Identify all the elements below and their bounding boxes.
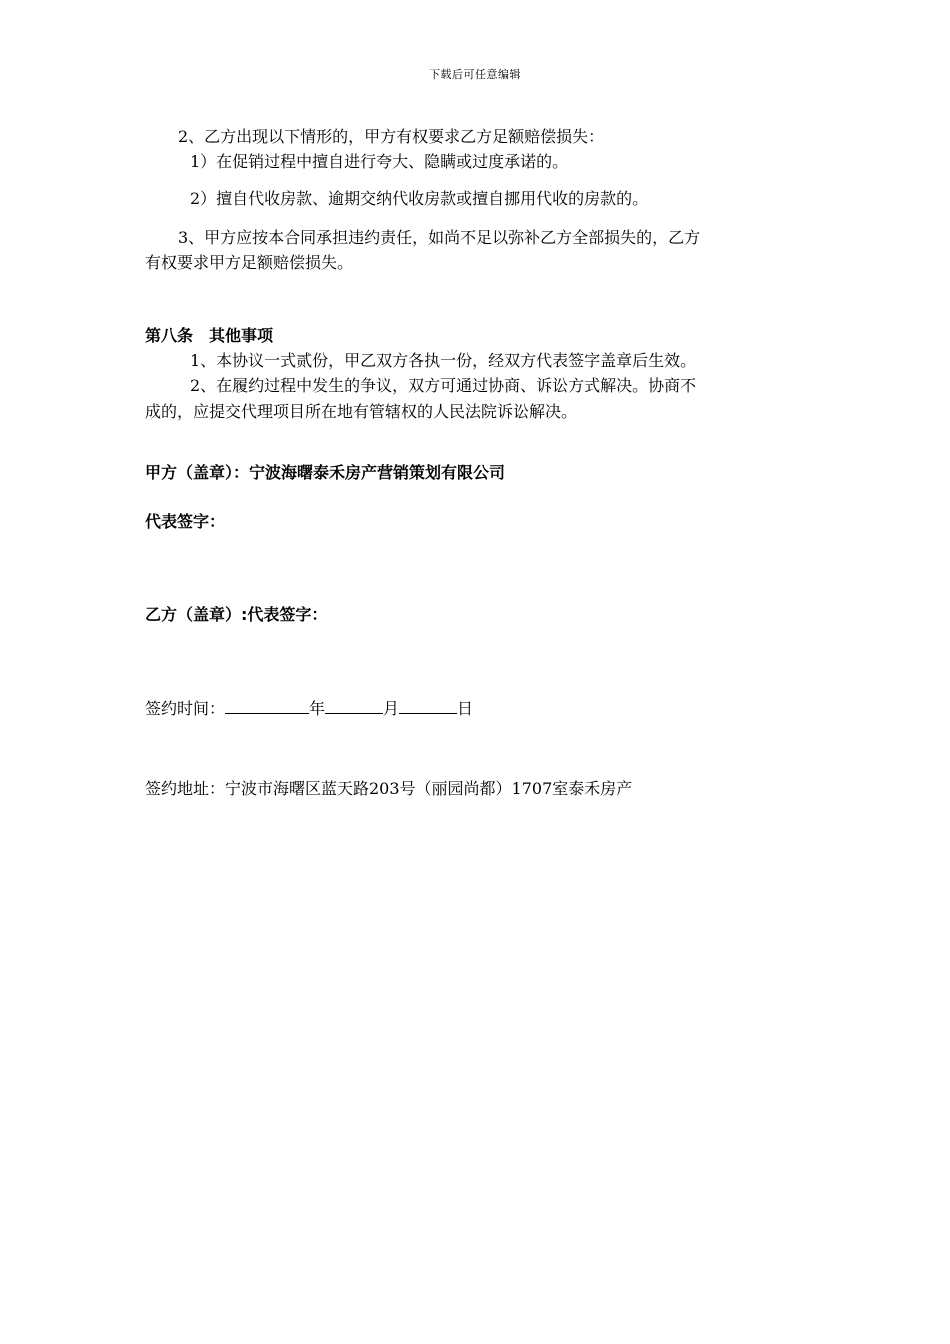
day-blank[interactable] — [399, 696, 457, 714]
clause8-title: 第八条 其他事项 — [145, 326, 274, 345]
month-label: 月 — [383, 699, 400, 718]
clause7-item3-line2: 有权要求甲方足额赔偿损失。 — [145, 253, 354, 272]
clause8-item2-line2: 成的，应提交代理项目所在地有管辖权的人民法院诉讼解决。 — [145, 402, 578, 421]
year-label: 年 — [309, 699, 326, 718]
party-b-seal: 乙方（盖章）:代表签字： — [145, 605, 328, 624]
signing-address: 签约地址：宁波市海曙区蓝天路203号（丽园尚都）1707室泰禾房产 — [145, 779, 633, 798]
clause8-item2-line1: 2、在履约过程中发生的争议，双方可通过协商、诉讼方式解决。协商不 — [190, 376, 697, 395]
clause7-item2-2: 2）擅自代收房款、逾期交纳代收房款或擅自挪用代收的房款的。 — [190, 189, 649, 208]
signing-time-label: 签约时间： — [145, 699, 226, 718]
clause7-item2: 2、乙方出现以下情形的，甲方有权要求乙方足额赔偿损失： — [178, 127, 605, 146]
header-note: 下载后可任意编辑 — [429, 68, 521, 81]
clause7-item3-line1: 3、甲方应按本合同承担违约责任，如尚不足以弥补乙方全部损失的，乙方 — [178, 228, 701, 247]
clause8-item1: 1、本协议一式贰份，甲乙双方各执一份，经双方代表签字盖章后生效。 — [190, 351, 697, 370]
day-label: 日 — [457, 699, 474, 718]
party-a-representative: 代表签字： — [145, 512, 226, 531]
month-blank[interactable] — [325, 696, 383, 714]
party-a-seal: 甲方（盖章）：宁波海曙泰禾房产营销策划有限公司 — [145, 463, 506, 482]
signing-time — [145, 696, 815, 721]
year-blank[interactable] — [225, 696, 309, 714]
clause7-item2-1: 1）在促销过程中擅自进行夸大、隐瞒或过度承诺的。 — [190, 152, 569, 171]
